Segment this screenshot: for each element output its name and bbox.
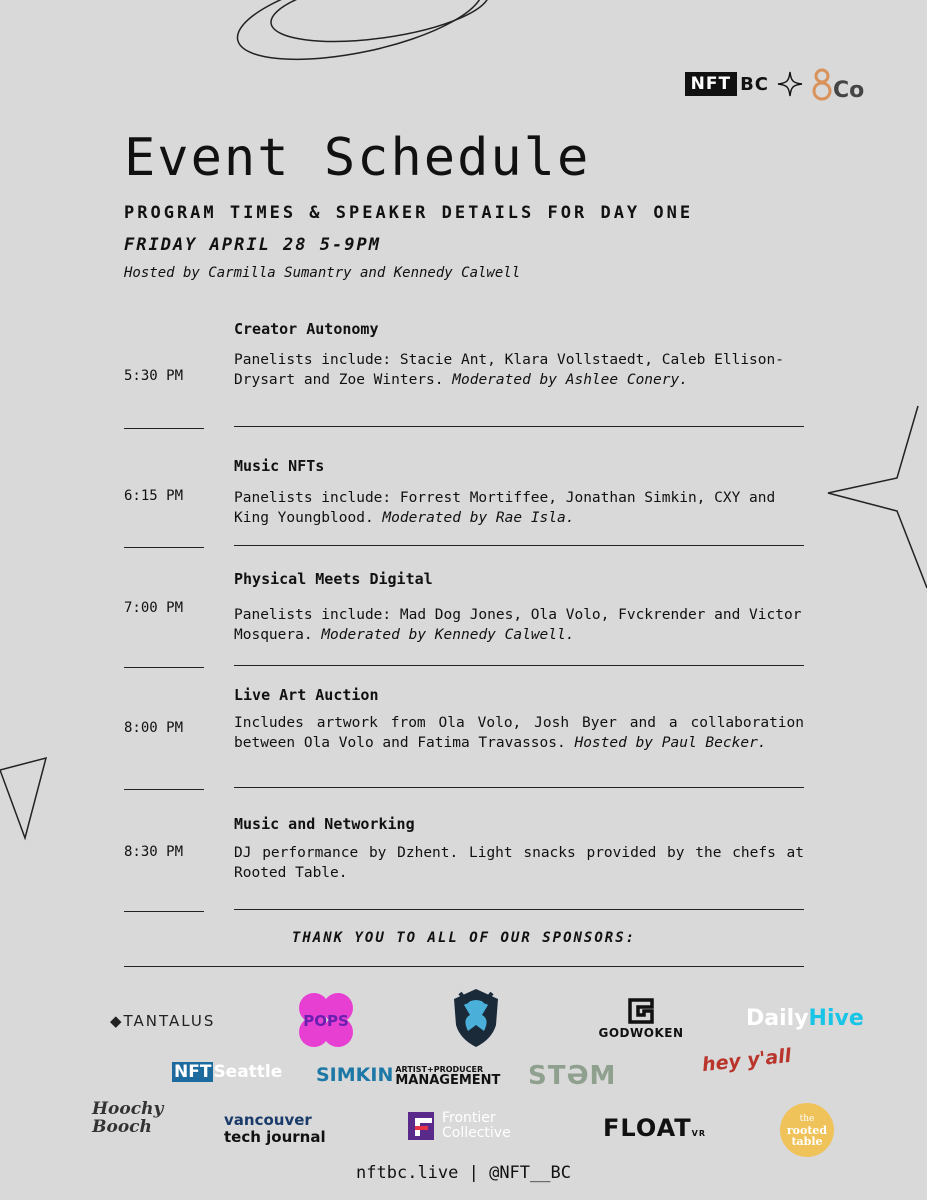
page-title: Event Schedule (124, 128, 591, 188)
row-divider-long (234, 787, 804, 788)
page-subtitle: PROGRAM TIMES & SPEAKER DETAILS FOR DAY ONE (124, 203, 694, 223)
schedule-moderator: Moderated by Rae Isla. (382, 510, 575, 526)
schedule-title: Creator Autonomy (234, 320, 379, 338)
row-divider-long (234, 545, 804, 546)
daily-hive-text-b: Hive (808, 1006, 864, 1031)
vtj-text-b: tech journal (224, 1128, 326, 1146)
rooted-text-c: table (791, 1134, 823, 1148)
decorative-star-outline (828, 406, 927, 588)
schedule-time: 8:00 PM (124, 720, 184, 736)
frontier-text-a: Frontier (442, 1110, 496, 1126)
sponsor-godwoken (596, 996, 686, 1040)
schedule-moderator: Hosted by Paul Becker. (574, 735, 767, 751)
partner-logo-text: Co (833, 78, 865, 102)
sponsor-stem: STƏM (528, 1061, 617, 1091)
pops-logo-text: POPS (303, 1012, 349, 1030)
event-hosts: Hosted by Carmilla Sumantry and Kennedy Calwell (124, 265, 521, 281)
decorative-triangle-outline (0, 758, 46, 838)
float-text: FLOAT (603, 1114, 692, 1142)
sponsor-rooted-table (780, 1103, 834, 1157)
frontier-text-b: Collective (442, 1125, 511, 1141)
row-divider-short (124, 667, 204, 668)
sponsor-hoochy-booch: Hoochy Booch (92, 1099, 164, 1137)
row-divider-short (124, 428, 204, 429)
simkin-text-a: SIMKIN (316, 1064, 394, 1086)
sponsor-vancouver-tech-journal (224, 1112, 326, 1146)
float-vr-text: VR (691, 1129, 707, 1138)
schedule-panelists: Panelists include: Forrest Mortiffee, Jonathan Simkin, CXY and King Youngblood. (234, 490, 776, 526)
schedule-title: Music and Networking (234, 815, 415, 833)
simkin-text-b: ARTIST+PRODUCER (395, 1065, 484, 1074)
schedule-description (234, 350, 804, 390)
sponsors-heading: THANK YOU TO ALL OF OUR SPONSORS: (291, 930, 637, 946)
sponsor-tantalus-text: TANTALUS (123, 1012, 216, 1030)
schedule-time: 8:30 PM (124, 844, 184, 860)
sponsor-simkin (316, 1064, 500, 1086)
sponsor-tantalus (110, 1012, 215, 1030)
sponsors-divider (124, 966, 804, 967)
nftbc-logo (685, 71, 769, 97)
pops-logo-icon (296, 990, 356, 1050)
schedule-title: Physical Meets Digital (234, 570, 433, 588)
nftbc-logo-bc: BC (740, 73, 769, 95)
rooted-text-a: the (799, 1113, 815, 1124)
sponsor-dragon-shield (446, 985, 506, 1051)
sponsor-pops (296, 990, 356, 1050)
schedule-description (234, 843, 804, 883)
brand-logos (685, 66, 867, 102)
row-divider-long (234, 665, 804, 666)
sparkle-icon (777, 71, 803, 97)
schedule-description (234, 713, 804, 753)
diamond-icon: ◆ (110, 1012, 124, 1030)
row-divider-short (124, 547, 204, 548)
schedule-time: 5:30 PM (124, 368, 184, 384)
dragon-shield-icon (446, 985, 506, 1051)
row-divider-long (234, 909, 804, 910)
schedule-panelists: Panelists include: Stacie Ant, Klara Vollstaedt, Caleb Ellison-Drysart and Zoe Winters. (234, 352, 784, 388)
schedule-description (234, 488, 804, 528)
rooted-text-b: rooted (786, 1123, 828, 1137)
vtj-text-a: vancouver (224, 1111, 312, 1129)
schedule-panelists: Includes artwork from Ola Volo, Josh Byer and a collaboration between Ola Volo and Fatima Travassos. (234, 715, 804, 751)
simkin-text-c: MANAGEMENT (395, 1073, 501, 1088)
sponsor-float (603, 1114, 706, 1142)
godwoken-icon (626, 996, 656, 1026)
godwoken-text: GODWOKEN (598, 1026, 684, 1040)
daily-hive-text-a: Daily (746, 1006, 809, 1031)
schedule-moderator: Moderated by Kennedy Calwell. (321, 627, 575, 643)
row-divider-short (124, 789, 204, 790)
schedule-time: 6:15 PM (124, 488, 184, 504)
nft-seattle-text-b: Seattle (213, 1062, 283, 1082)
partner-logo (811, 66, 867, 102)
sponsor-daily-hive (746, 1006, 864, 1031)
schedule-time: 7:00 PM (124, 600, 184, 616)
sponsor-hey-yall: hey y'all (701, 1044, 793, 1077)
frontier-icon (408, 1112, 434, 1140)
decorative-loop (267, 0, 493, 53)
decorative-loop (230, 0, 490, 77)
schedule-panelists: DJ performance by Dzhent. Light snacks provided by the chefs at Rooted Table. (234, 845, 804, 881)
schedule-title: Music NFTs (234, 457, 325, 475)
schedule-description (234, 605, 804, 645)
row-divider-long (234, 426, 804, 427)
row-divider-short (124, 911, 204, 912)
sponsor-nft-seattle (172, 1062, 282, 1082)
sponsor-frontier-collective (408, 1111, 511, 1141)
schedule-title: Live Art Auction (234, 686, 379, 704)
nft-seattle-text-a: NFT (174, 1062, 212, 1082)
nftbc-logo-nft: NFT (685, 72, 737, 96)
footer-links: nftbc.live | @NFT__BC (356, 1163, 571, 1183)
schedule-panelists: Panelists include: Mad Dog Jones, Ola Volo, Fvckrender and Victor Mosquera. (234, 607, 802, 643)
schedule-moderator: Moderated by Ashlee Conery. (452, 372, 688, 388)
event-date: FRIDAY APRIL 28 5-9PM (124, 235, 381, 255)
